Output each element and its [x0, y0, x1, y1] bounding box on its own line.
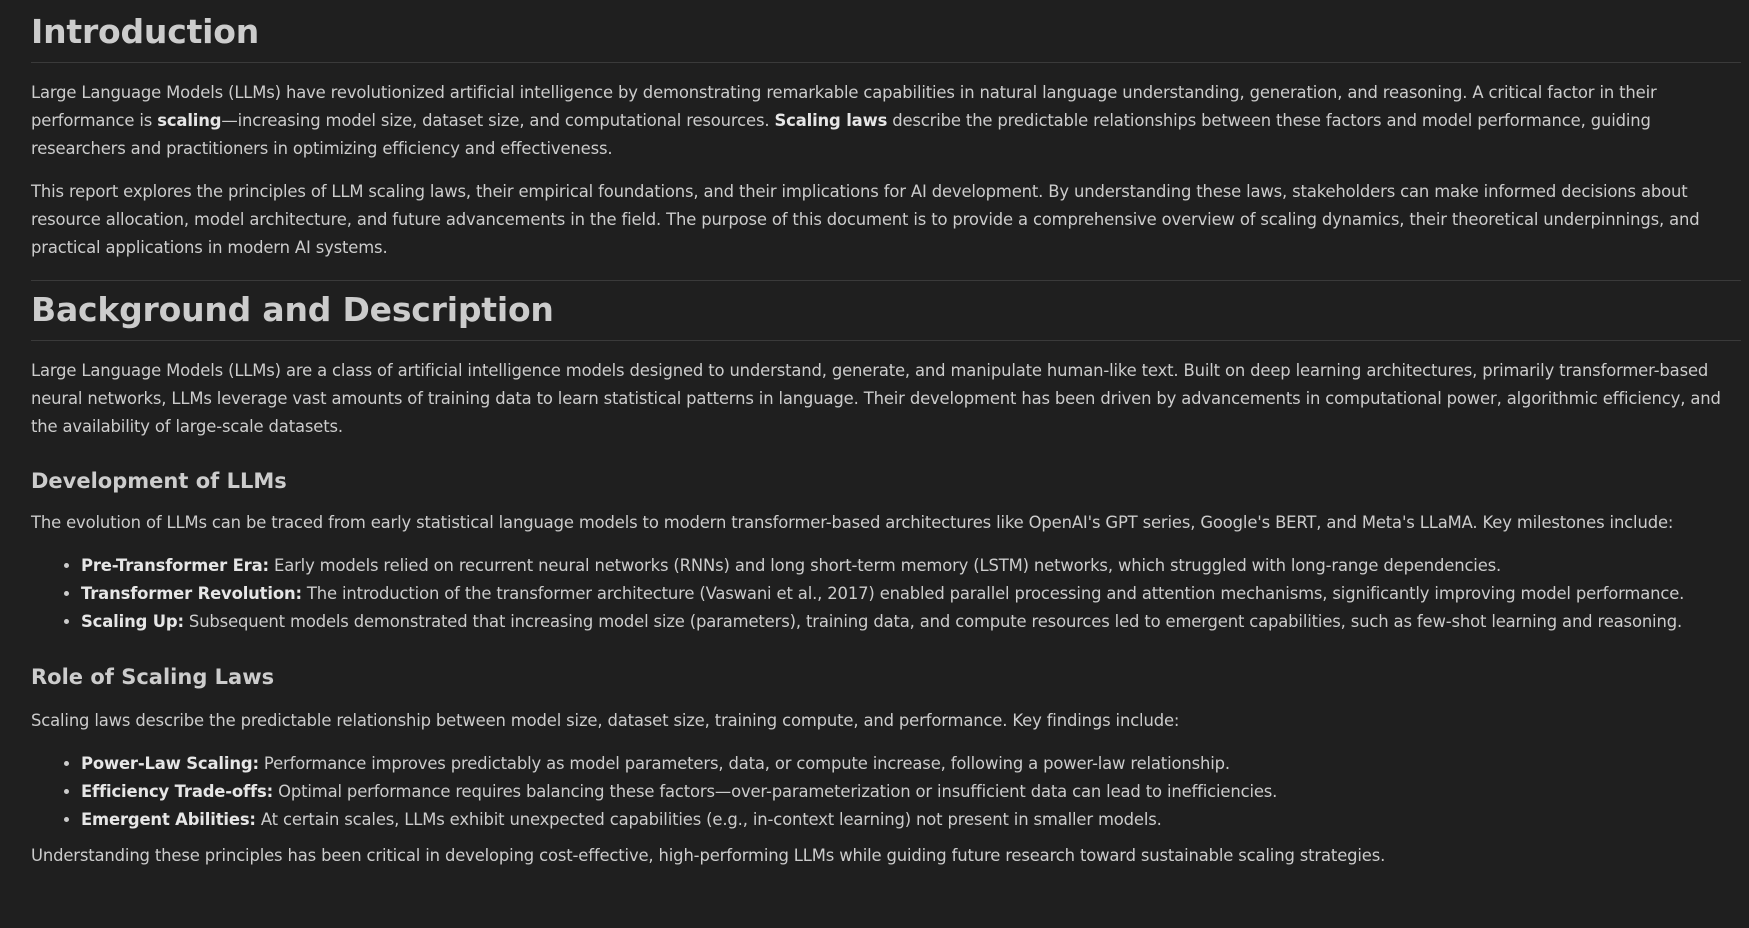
list-item	[81, 580, 1741, 608]
heading-background: Background and Description	[31, 281, 1741, 341]
intro-p1-text-c: —increasing model size, dataset size, and computational resources.	[221, 111, 775, 130]
intro-paragraph-2: This report explores the principles of LLM scaling laws, their empirical foundations, and their implications for AI development. By understanding these laws, stakeholders can make informed decisions about resource allocation, model architecture, and future advancements in the field. The purpose of this document is to provide a comprehensive overview of scaling dynamics, their theoretical underpinnings, and practical applications in modern AI systems.	[31, 182, 1700, 257]
list-item	[81, 608, 1741, 636]
list-item-label: Pre-Transformer Era:	[81, 556, 269, 575]
list-item-text: Optimal performance requires balancing these factors—over-parameterization or insufficient data can lead to inefficiencies.	[273, 782, 1278, 801]
development-intro: The evolution of LLMs can be traced from early statistical language models to modern transformer-based architectures like OpenAI's GPT series, Google's BERT, and Meta's LLaMA. Key milestones include:	[31, 513, 1674, 532]
role-list	[31, 750, 1741, 834]
background-paragraph: Large Language Models (LLMs) are a class of artificial intelligence models designed to understand, generate, and manipulate human-like text. Built on deep learning architectures, primarily transformer-based neural networks, LLMs leverage vast amounts of training data to learn statistical patterns in language. Their development has been driven by advancements in computational power, algorithmic efficiency, and the availability of large-scale datasets.	[31, 361, 1721, 436]
list-item	[81, 552, 1741, 580]
list-item-text: Performance improves predictably as model parameters, data, or compute increase, following a power-law relationship.	[258, 754, 1230, 773]
heading-role-of-scaling-laws: Role of Scaling Laws	[31, 665, 275, 689]
list-item-text: The introduction of the transformer architecture (Vaswani et al., 2017) enabled parallel processing and attention mechanisms, significantly improving model performance.	[301, 584, 1685, 603]
intro-paragraph-1	[31, 79, 1741, 163]
bold-scaling: scaling	[157, 111, 222, 130]
heading-introduction: Introduction	[31, 0, 1741, 63]
development-list	[31, 552, 1741, 636]
list-item-text: Early models relied on recurrent neural networks (RNNs) and long short-term memory (LSTM) networks, which struggled with long-range dependencies.	[268, 556, 1502, 575]
list-item	[81, 778, 1741, 806]
list-item	[81, 806, 1741, 834]
role-intro: Scaling laws describe the predictable relationship between model size, dataset size, training compute, and performance. Key findings include:	[31, 711, 1180, 730]
list-item-label: Scaling Up:	[81, 612, 184, 631]
list-item	[81, 750, 1741, 778]
role-outro: Understanding these principles has been critical in developing cost-effective, high-performing LLMs while guiding future research toward sustainable scaling strategies.	[31, 846, 1386, 865]
intro-p1-text-a: Large Language Models (LLMs) have revolutionized artificial intelligence by demonstrating remarkable capabilities in natural language understanding, generation, and reasoning. A critical factor in their performance is	[31, 83, 1657, 130]
list-item-label: Transformer Revolution:	[81, 584, 302, 603]
heading-development-of-llms: Development of LLMs	[31, 469, 287, 493]
list-item-label: Emergent Abilities:	[81, 810, 256, 829]
intro-p1-text-d: describe the predictable relationships between these factors and model performance, guiding researchers and practitioners in optimizing efficiency and effectiveness.	[31, 111, 1651, 158]
list-item-label: Efficiency Trade-offs:	[81, 782, 274, 801]
document	[31, 0, 1741, 870]
list-item-text: Subsequent models demonstrated that increasing model size (parameters), training data, and compute resources led to emergent capabilities, such as few-shot learning and reasoning.	[183, 612, 1683, 631]
bold-scaling-laws: Scaling laws	[774, 111, 888, 130]
list-item-label: Power-Law Scaling:	[81, 754, 259, 773]
list-item-text: At certain scales, LLMs exhibit unexpected capabilities (e.g., in-context learning) not present in smaller models.	[255, 810, 1162, 829]
